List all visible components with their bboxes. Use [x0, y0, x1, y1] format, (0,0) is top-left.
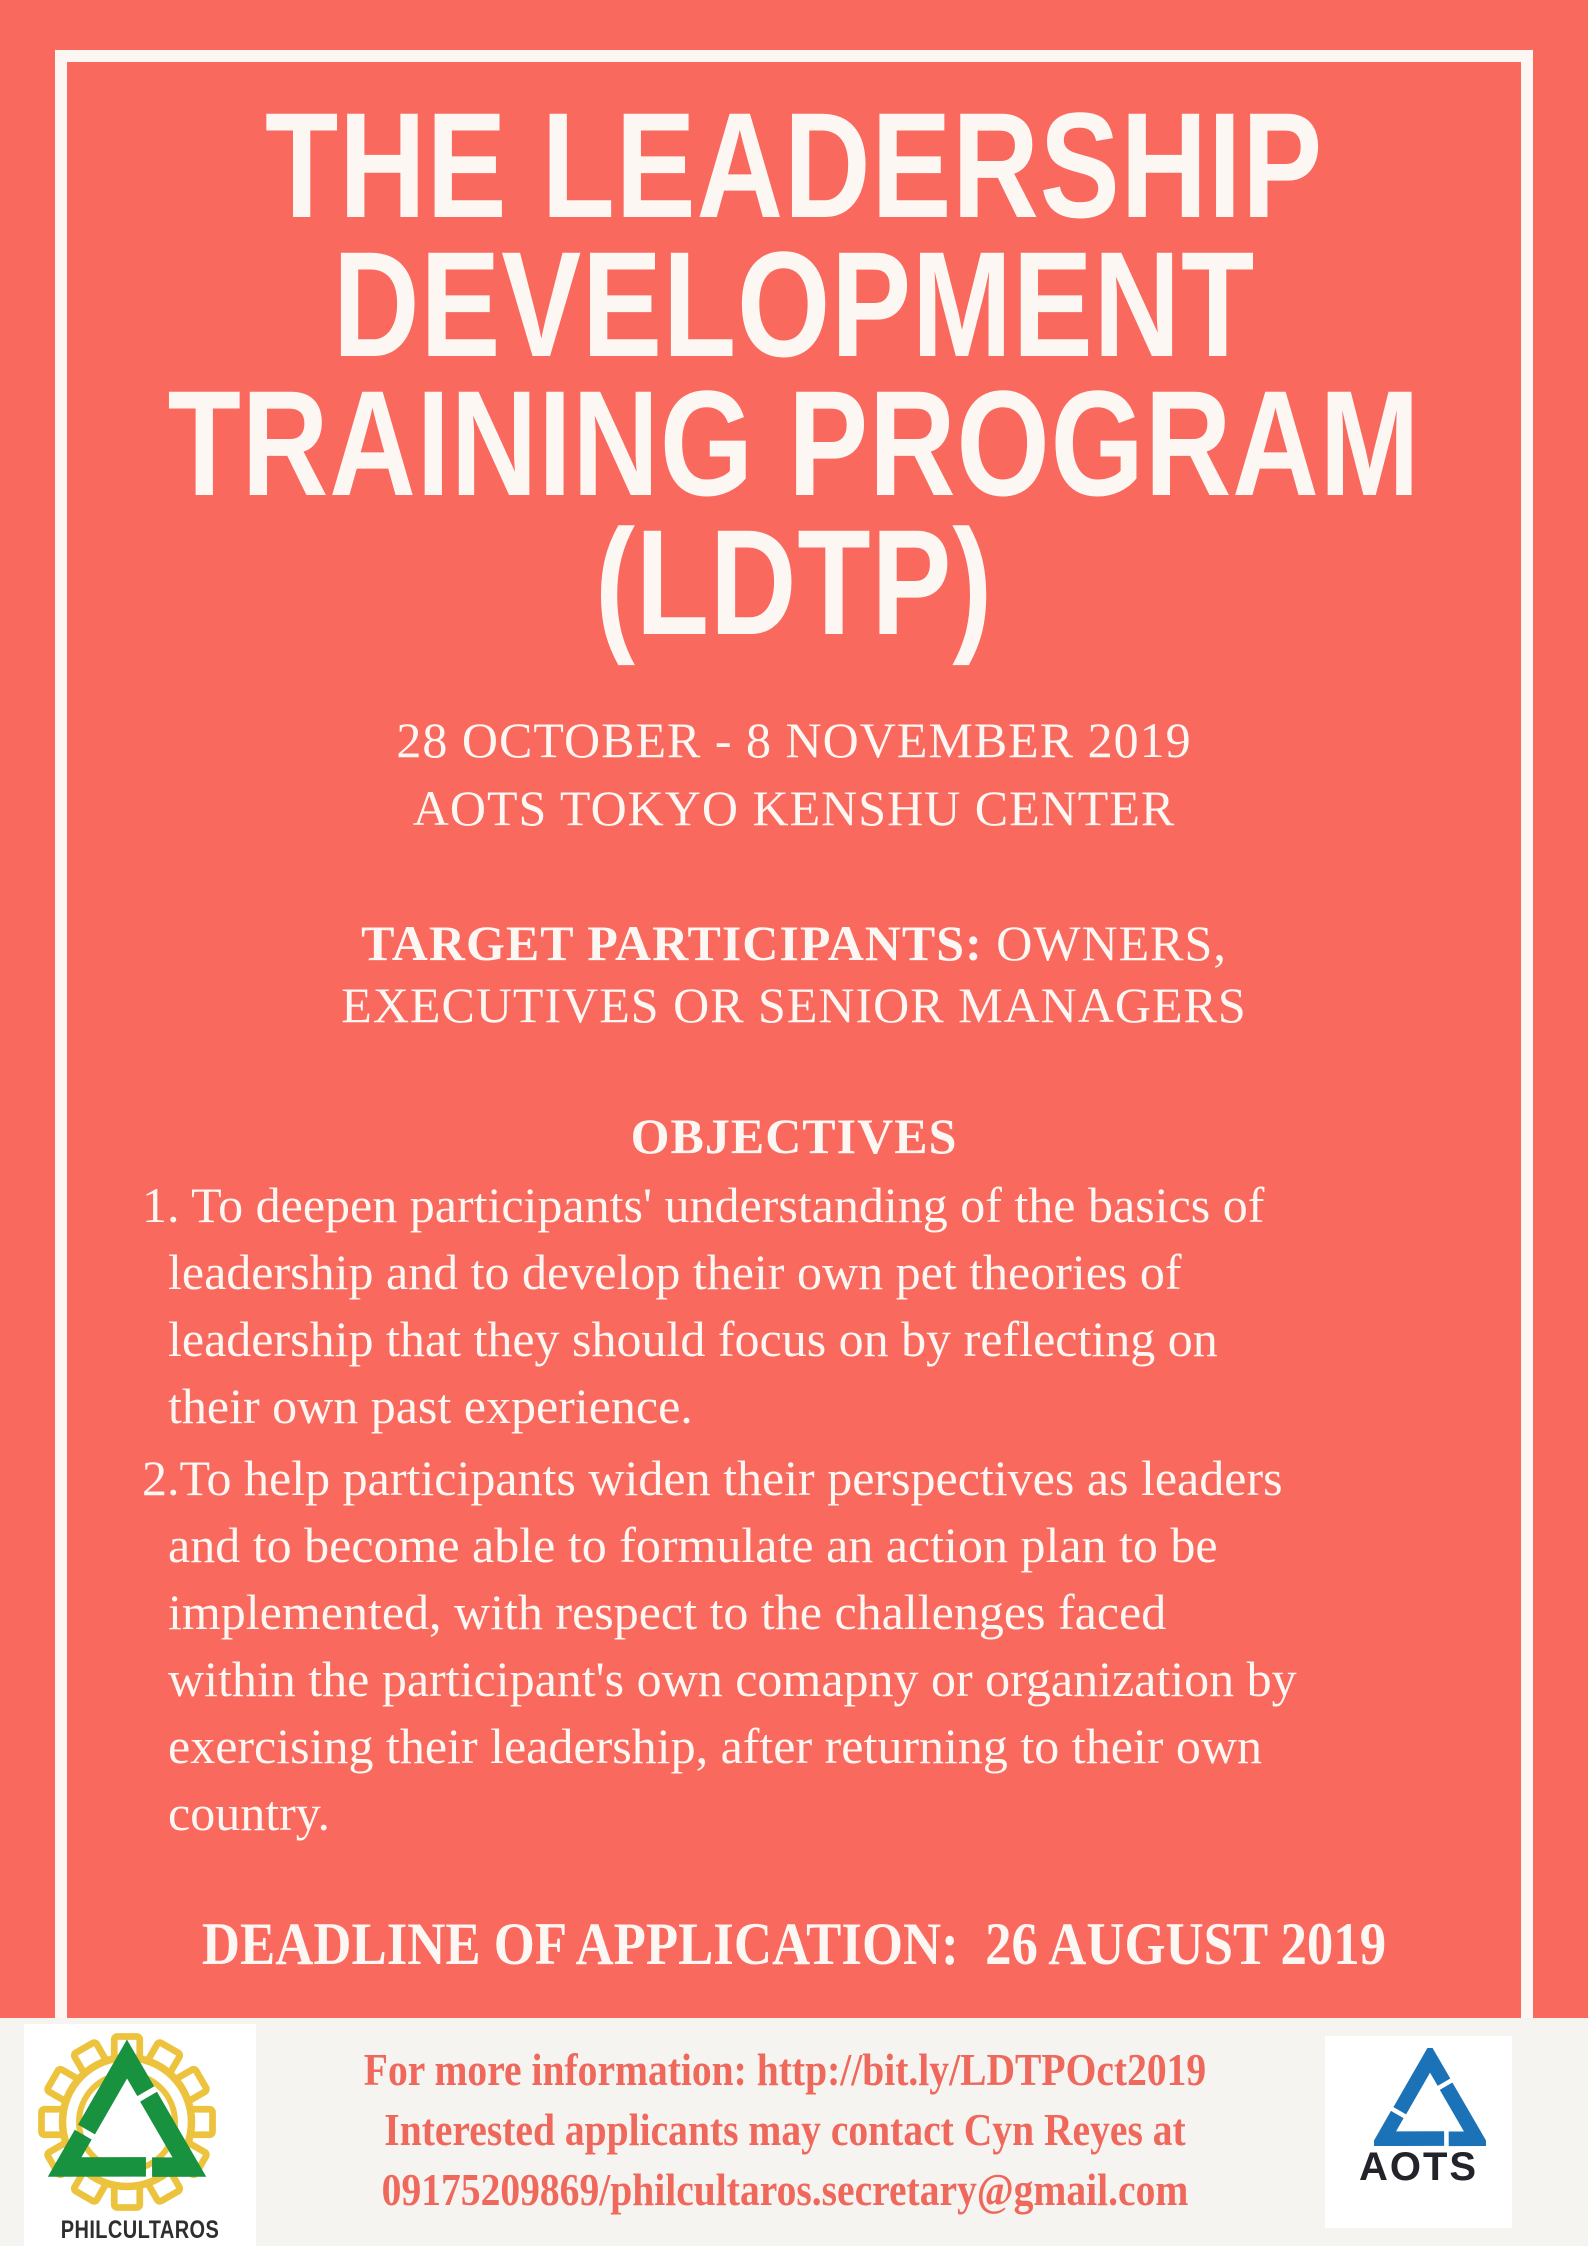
contact-info-phone-email-line: 09175209869/philcultaros.secretary@gmail.com	[381, 2164, 1189, 2215]
target-participants-label: TARGET PARTICIPANTS:	[361, 915, 983, 971]
footer	[0, 2018, 1588, 2246]
application-deadline: DEADLINE OF APPLICATION: 26 AUGUST 2019	[201, 1911, 1387, 1977]
objective-2-line: implemented, with respect to the challenges faced	[168, 1584, 1167, 1640]
contact-info-url-line: For more information: http://bit.ly/LDTPOct2019	[363, 2044, 1207, 2095]
target-participants	[0, 912, 1588, 1036]
event-date-venue	[0, 706, 1588, 842]
objective-1-line: leadership and to develop their own pet theories of	[168, 1244, 1182, 1300]
target-participants-line-1	[0, 912, 1588, 974]
event-dates: 28 OCTOBER - 8 NOVEMBER 2019	[396, 712, 1192, 768]
aots-knot-icon	[1374, 2048, 1486, 2160]
page-title	[0, 81, 1588, 666]
philcultaros-gear-icon	[37, 2032, 217, 2212]
objective-1-line: their own past experience.	[168, 1378, 693, 1434]
objective-2-line: 2.To help participants widen their perspectives as leaders	[142, 1450, 1283, 1506]
objective-2-line: country.	[168, 1785, 330, 1841]
objectives-list	[142, 1172, 1518, 1852]
event-venue: AOTS TOKYO KENSHU CENTER	[412, 780, 1176, 836]
objective-1-line: 1. To deepen participants' understanding of the basics of	[142, 1177, 1265, 1233]
objective-2	[142, 1445, 1518, 1847]
objective-1	[142, 1172, 1518, 1440]
title-line-4: (LDTP)	[594, 498, 994, 666]
objective-2-line: exercising their leadership, after returning to their own	[168, 1718, 1263, 1774]
objective-2-line: within the participant's own comapny or organization by	[168, 1651, 1297, 1707]
aots-label: AOTS	[1358, 2145, 1479, 2189]
contact-info-person-line: Interested applicants may contact Cyn Reyes at	[384, 2104, 1186, 2155]
title-line-3: TRAINING PROGRAM	[167, 359, 1421, 527]
philcultaros-label: PHILCULTAROS	[60, 2216, 220, 2244]
target-participants-value: OWNERS,	[982, 915, 1227, 971]
target-participants-line-2: EXECUTIVES OR SENIOR MANAGERS	[341, 977, 1247, 1033]
frame-border-top	[55, 50, 1533, 62]
objectives-heading: OBJECTIVES	[630, 1108, 958, 1164]
contact-info	[364, 2040, 1206, 2220]
title-line-2: DEVELOPMENT	[332, 220, 1256, 388]
objective-1-line: leadership that they should focus on by reflecting on	[168, 1311, 1218, 1367]
objective-2-line: and to become able to formulate an action plan to be	[168, 1517, 1218, 1573]
title-line-1: THE LEADERSHIP	[265, 81, 1323, 249]
